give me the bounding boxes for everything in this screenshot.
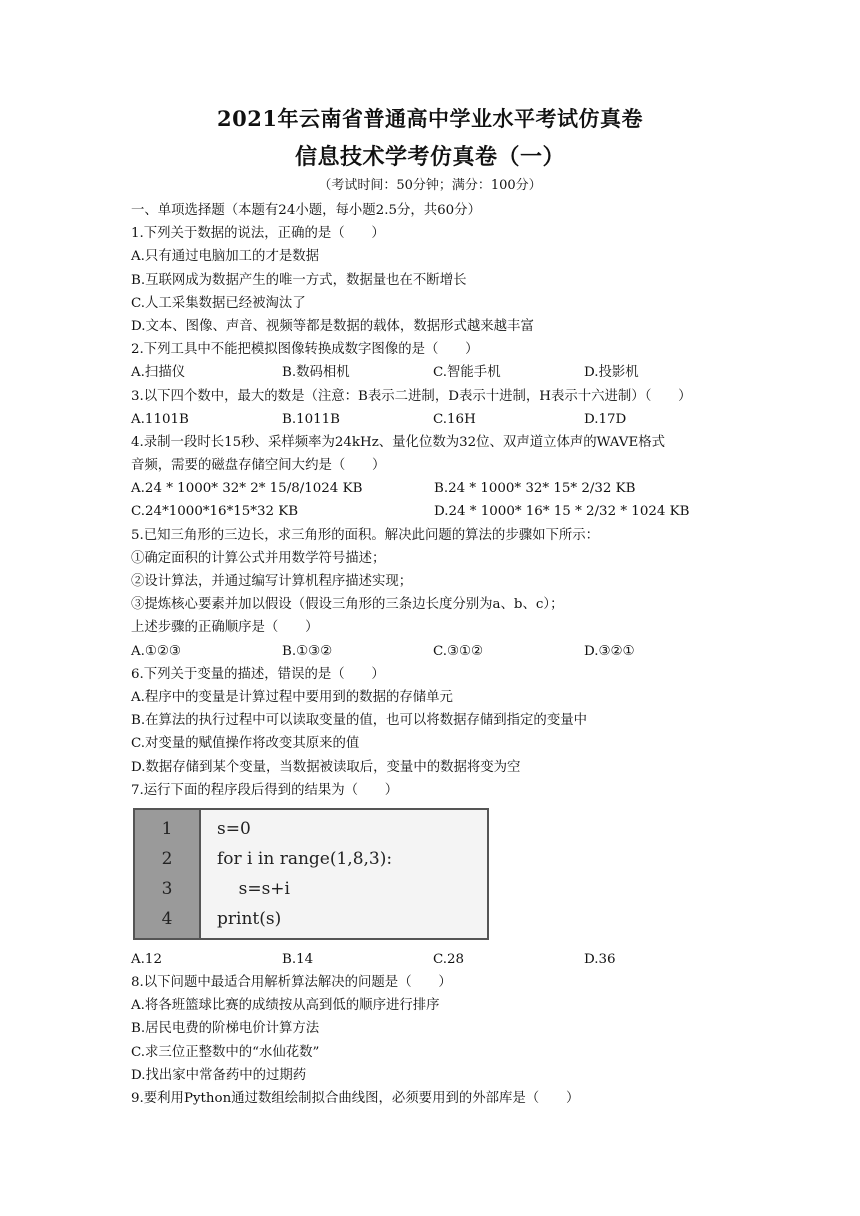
- option-a: A.程序中的变量是计算过程中要用到的数据的存储单元: [131, 689, 453, 705]
- option-a: A.①②③: [131, 643, 181, 659]
- question-9: [131, 1087, 741, 1110]
- option-c: C.求三位正整数中的“水仙花数”: [131, 1044, 320, 1060]
- question-stem-continued: 音频，需要的磁盘存储空间大约是（ ）: [131, 458, 386, 474]
- question-1: [131, 222, 741, 338]
- option-c: C.③①②: [433, 643, 484, 659]
- step-3: ③提炼核心要素并加以假设（假设三角形的三条边长度分别为a、b、c）；: [131, 597, 564, 613]
- option-d: D.17D: [584, 411, 627, 427]
- question-stem: 1.下列关于数据的说法，正确的是（ ）: [131, 226, 385, 242]
- code-line: print(s): [217, 908, 282, 929]
- option-b: B.居民电费的阶梯电价计算方法: [131, 1021, 320, 1037]
- exam-title: 2021年云南省普通高中学业水平考试仿真卷: [217, 106, 643, 131]
- option-d: D.投影机: [584, 365, 639, 381]
- question-stem: 4.录制一段时长15秒、采样频率为24kHz、量化位数为32位、双声道立体声的WAVE格式: [131, 434, 666, 450]
- exam-info: （考试时间：50分钟；满分：100分）: [318, 178, 542, 193]
- code-line: s=s+i: [217, 878, 290, 899]
- question-stem: 6.下列关于变量的描述，错误的是（ ）: [131, 666, 385, 682]
- question-stem: 5.已知三角形的三边长，求三角形的面积。解决此问题的算法的步骤如下所示：: [131, 527, 600, 543]
- options-row: [131, 361, 741, 384]
- options-row: [131, 948, 741, 971]
- question-3: [131, 385, 741, 431]
- option-a: A.12: [131, 951, 162, 967]
- line-number: 3: [161, 878, 173, 899]
- option-b: B.互联网成为数据产生的唯一方式，数据量也在不断增长: [131, 272, 467, 288]
- option-a: A.扫描仪: [131, 365, 186, 381]
- option-c: C.智能手机: [433, 365, 501, 381]
- option-b: B.14: [282, 951, 314, 967]
- code-line: s=0: [217, 818, 251, 839]
- question-4: [131, 431, 741, 524]
- question-stem: 3.以下四个数中，最大的数是（注意：B表示二进制，D表示十进制，H表示十六进制）（ ）: [131, 388, 692, 404]
- line-number: 4: [161, 908, 173, 929]
- question-stem: 7.运行下面的程序段后得到的结果为（ ）: [131, 782, 399, 798]
- question-stem: 8.以下问题中最适合用解析算法解决的问题是（ ）: [131, 975, 452, 991]
- options-row: [131, 408, 741, 431]
- options-row: [131, 500, 741, 523]
- question-8: [131, 971, 741, 1087]
- step-2: ②设计算法，并通过编写计算机程序描述实现；: [131, 574, 413, 589]
- option-b: B.1011B: [282, 411, 341, 427]
- option-b: B.在算法的执行过程中可以读取变量的值，也可以将数据存储到指定的变量中: [131, 713, 587, 729]
- option-b: B.24 * 1000* 32* 15* 2/32 KB: [434, 481, 636, 497]
- section-heading: 一、单项选择题（本题有24小题，每小题2.5分，共60分）: [131, 203, 481, 218]
- line-number: 2: [161, 848, 173, 869]
- option-a: A.24 * 1000* 32* 2* 15/8/1024 KB: [131, 481, 363, 497]
- option-a: A.1101B: [131, 411, 189, 427]
- option-c: C.16H: [433, 411, 476, 427]
- line-number-gutter: [135, 810, 201, 938]
- option-c: C.28: [433, 951, 465, 967]
- code-line: for i in range(1,8,3):: [217, 848, 393, 869]
- code-block: [133, 808, 489, 940]
- option-a: A.将各班篮球比赛的成绩按从高到低的顺序进行排序: [131, 998, 440, 1014]
- option-a: A.只有通过电脑加工的才是数据: [131, 249, 320, 265]
- question-ask: 上述步骤的正确顺序是（ ）: [131, 620, 319, 636]
- code-area: [201, 810, 487, 938]
- question-stem: 9.要利用Python通过数组绘制拟合曲线图，必须要用到的外部库是（ ）: [131, 1091, 580, 1106]
- question-2: [131, 338, 741, 384]
- option-c: C.对变量的赋值操作将改变其原来的值: [131, 736, 360, 752]
- options-row: [131, 640, 741, 663]
- option-d: D.数据存储到某个变量，当数据被读取后，变量中的数据将变为空: [131, 759, 521, 775]
- exam-subtitle: 信息技术学考仿真卷（一）: [294, 144, 565, 170]
- option-d: D.36: [584, 951, 616, 967]
- option-c: C.24*1000*16*15*32 KB: [131, 504, 299, 520]
- options-row: [131, 477, 741, 500]
- option-b: B.数码相机: [282, 365, 350, 381]
- line-number: 1: [161, 818, 173, 839]
- question-list: [131, 199, 741, 1110]
- question-6: [131, 663, 741, 779]
- option-c: C.人工采集数据已经被淘汰了: [131, 295, 306, 311]
- option-d: D.③②①: [584, 643, 635, 659]
- step-1: ①确定面积的计算公式并用数学符号描述；: [131, 550, 386, 566]
- question-5: [131, 524, 741, 663]
- question-7: [131, 779, 741, 971]
- question-stem: 2.下列工具中不能把模拟图像转换成数字图像的是（ ）: [131, 342, 479, 358]
- option-d: D.找出家中常备药中的过期药: [131, 1067, 307, 1083]
- option-d: D.24 * 1000* 16* 15 * 2/32 * 1024 KB: [434, 504, 690, 520]
- option-d: D.文本、图像、声音、视频等都是数据的载体，数据形式越来越丰富: [131, 318, 534, 334]
- option-b: B.①③②: [282, 643, 333, 659]
